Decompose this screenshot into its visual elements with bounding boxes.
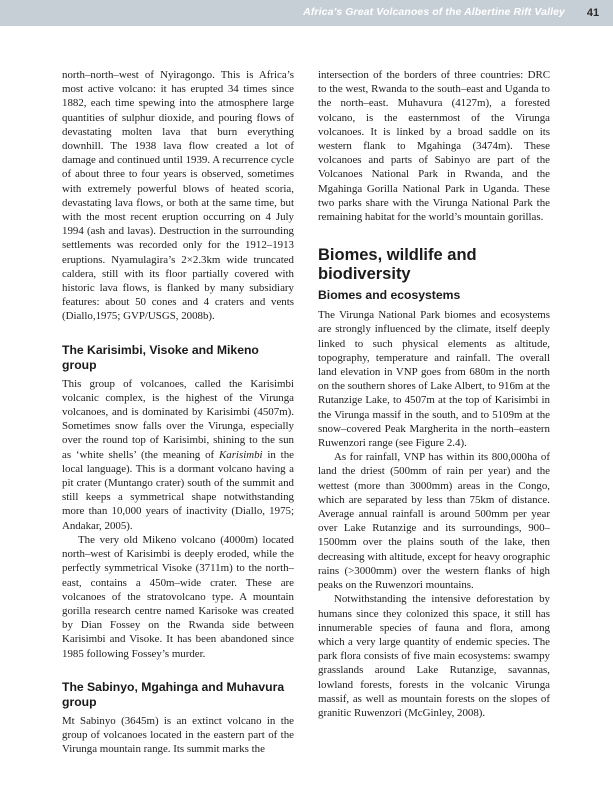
- paragraph-rainfall: As for rainfall, VNP has within its 800,000ha of land the driest (500mm of rain per year) and the wettest (more than 3000mm) areas in the Congo, which are separated by less than 75km of distance. Average annual rainfall is around 500mm per year over Lake Rutanzige and its surroundings, 900–1500mm over the plains south of the lake, then decreasing with altitude, except for heavy orographic rains (>3000mm) over the western flanks of high peaks on the Ruwenzori mountains.: [318, 451, 550, 592]
- page-number: 41: [586, 7, 600, 19]
- header-bar: [0, 0, 613, 26]
- paragraph-flora: Notwithstanding the intensive deforestation by humans since they colonized this space, it still has innumerable species of fauna and flora, among which a very large quantity of endemic species. The park flora consists of five main ecosystems: swampy grasslands around Lake Rutanzige, savannas, lowland forests, forests in the volcanic Virunga massif, as well as mountain forests on the slopes of granitic Ruwenzori (McGinley, 2008).: [318, 593, 550, 719]
- paragraph-karisimbi: [62, 377, 294, 533]
- italic-term: Karisimbi: [218, 448, 263, 461]
- paragraph-text: This group of volcanoes, called the Karisimbi volcanic complex, is the highest of the Virunga volcanoes, and is dominated by Karisimbi (4507m). Sometimes snow falls over the Virunga, especially over the round top of Karisimbi, shining to the sun as ‘white shells’ (the meaning of: [62, 377, 294, 461]
- running-title: Africa’s Great Volcanoes of the Albertine Rift Valley: [303, 6, 565, 18]
- subheading-biomes-ecosystems: Biomes and ecosystems: [318, 288, 461, 303]
- paragraph-climate: The Virunga National Park biomes and ecosystems are strongly influenced by the climate, itself deeply linked to such physical elements as altitude, topography, temperature and rainfall. The overall land elevation in VNP goes from 680m in the north on the southern shores of Lake Albert, to 916m at the Rutanzige Lake, to 4507m at the top of Karisimbi in the Virunga massif in the south, and to 5109m at the snow–covered Peak Margherita in the north–eastern Ruwenzori range (see Figure 2.4).: [318, 309, 550, 450]
- heading-biomes-wildlife: Biomes, wildlife and biodiversity: [318, 246, 477, 284]
- right-column: [318, 68, 550, 720]
- paragraph-nyamulagira: north–north–west of Nyiragongo. This is Africa’s most active volcano: it has erupted 34 times since 1882, each time spewing into the atmosphere large quantities of sulphur dioxide, and pouring flows of devastating molten lava that burn everything downhill. The 1938 lava flow created a lot of damage and continued until 1939. A recurrence cycle of about three to four years is observed, sometimes with extremely powerful blows of heated scoria, devastating lava flows, or both at the same time, but with the most recent eruption occurring on 4 July 1994 (ash and lavas). Destruction in the surrounding settlements was recorded only for the 1912–1913 eruptions. Nyamulagira’s 2×2.3km wide truncated caldera, still with its floor partially covered with historic lava flows, is flanked by many subsidiary features: about 50 cones and 4 craters and vents (Diallo,1975; GVP/USGS, 2008b).: [62, 69, 294, 323]
- left-column: [62, 68, 294, 756]
- paragraph-text: in the local language). This is a dormant volcano having a pit crater (Muntango crater) south of the summit and still keeps a symmetrical shape notwithstanding more than 10,000 years of inactivity (Diallo, 1975; Andakar, 2005).: [62, 448, 294, 532]
- paragraph-borders: intersection of the borders of three countries: DRC to the west, Rwanda to the south–east and Uganda to the north–east. Muhavura (4127m), a forested volcano, is the easternmost of the Virunga volcanoes. It is linked by a broad saddle on its western flank to Mgahinga (3474m). These volcanoes and parts of Sabinyo are part of the Volcanoes National Park in Rwanda, and the Mgahinga Gorilla National Park in Uganda. These two parks share with the Virunga National Park the remaining habitat for the world’s mountain gorillas.: [318, 69, 550, 224]
- heading-sabinyo-group: The Sabinyo, Mgahinga and Muhavura group: [62, 679, 285, 709]
- paragraph-sabinyo: Mt Sabinyo (3645m) is an extinct volcano in the group of volcanoes located in the eastern part of the Virunga mountain range. Its summit marks the: [62, 714, 294, 756]
- paragraph-mikeno: The very old Mikeno volcano (4000m) located north–west of Karisimbi is deeply eroded, while the perfectly symmetrical Visoke (3711m) to the north–east, contains a 450m–wide crater. These are volcanoes of the stratovolcano type. A mountain gorilla research centre named Karisoke was created by Dian Fossey on the Rwanda side between Karisimbi and Visoke. It has been abandoned since 1985 following Fossey’s murder.: [62, 533, 294, 660]
- heading-karisimbi-group: The Karisimbi, Visoke and Mikeno group: [62, 342, 259, 372]
